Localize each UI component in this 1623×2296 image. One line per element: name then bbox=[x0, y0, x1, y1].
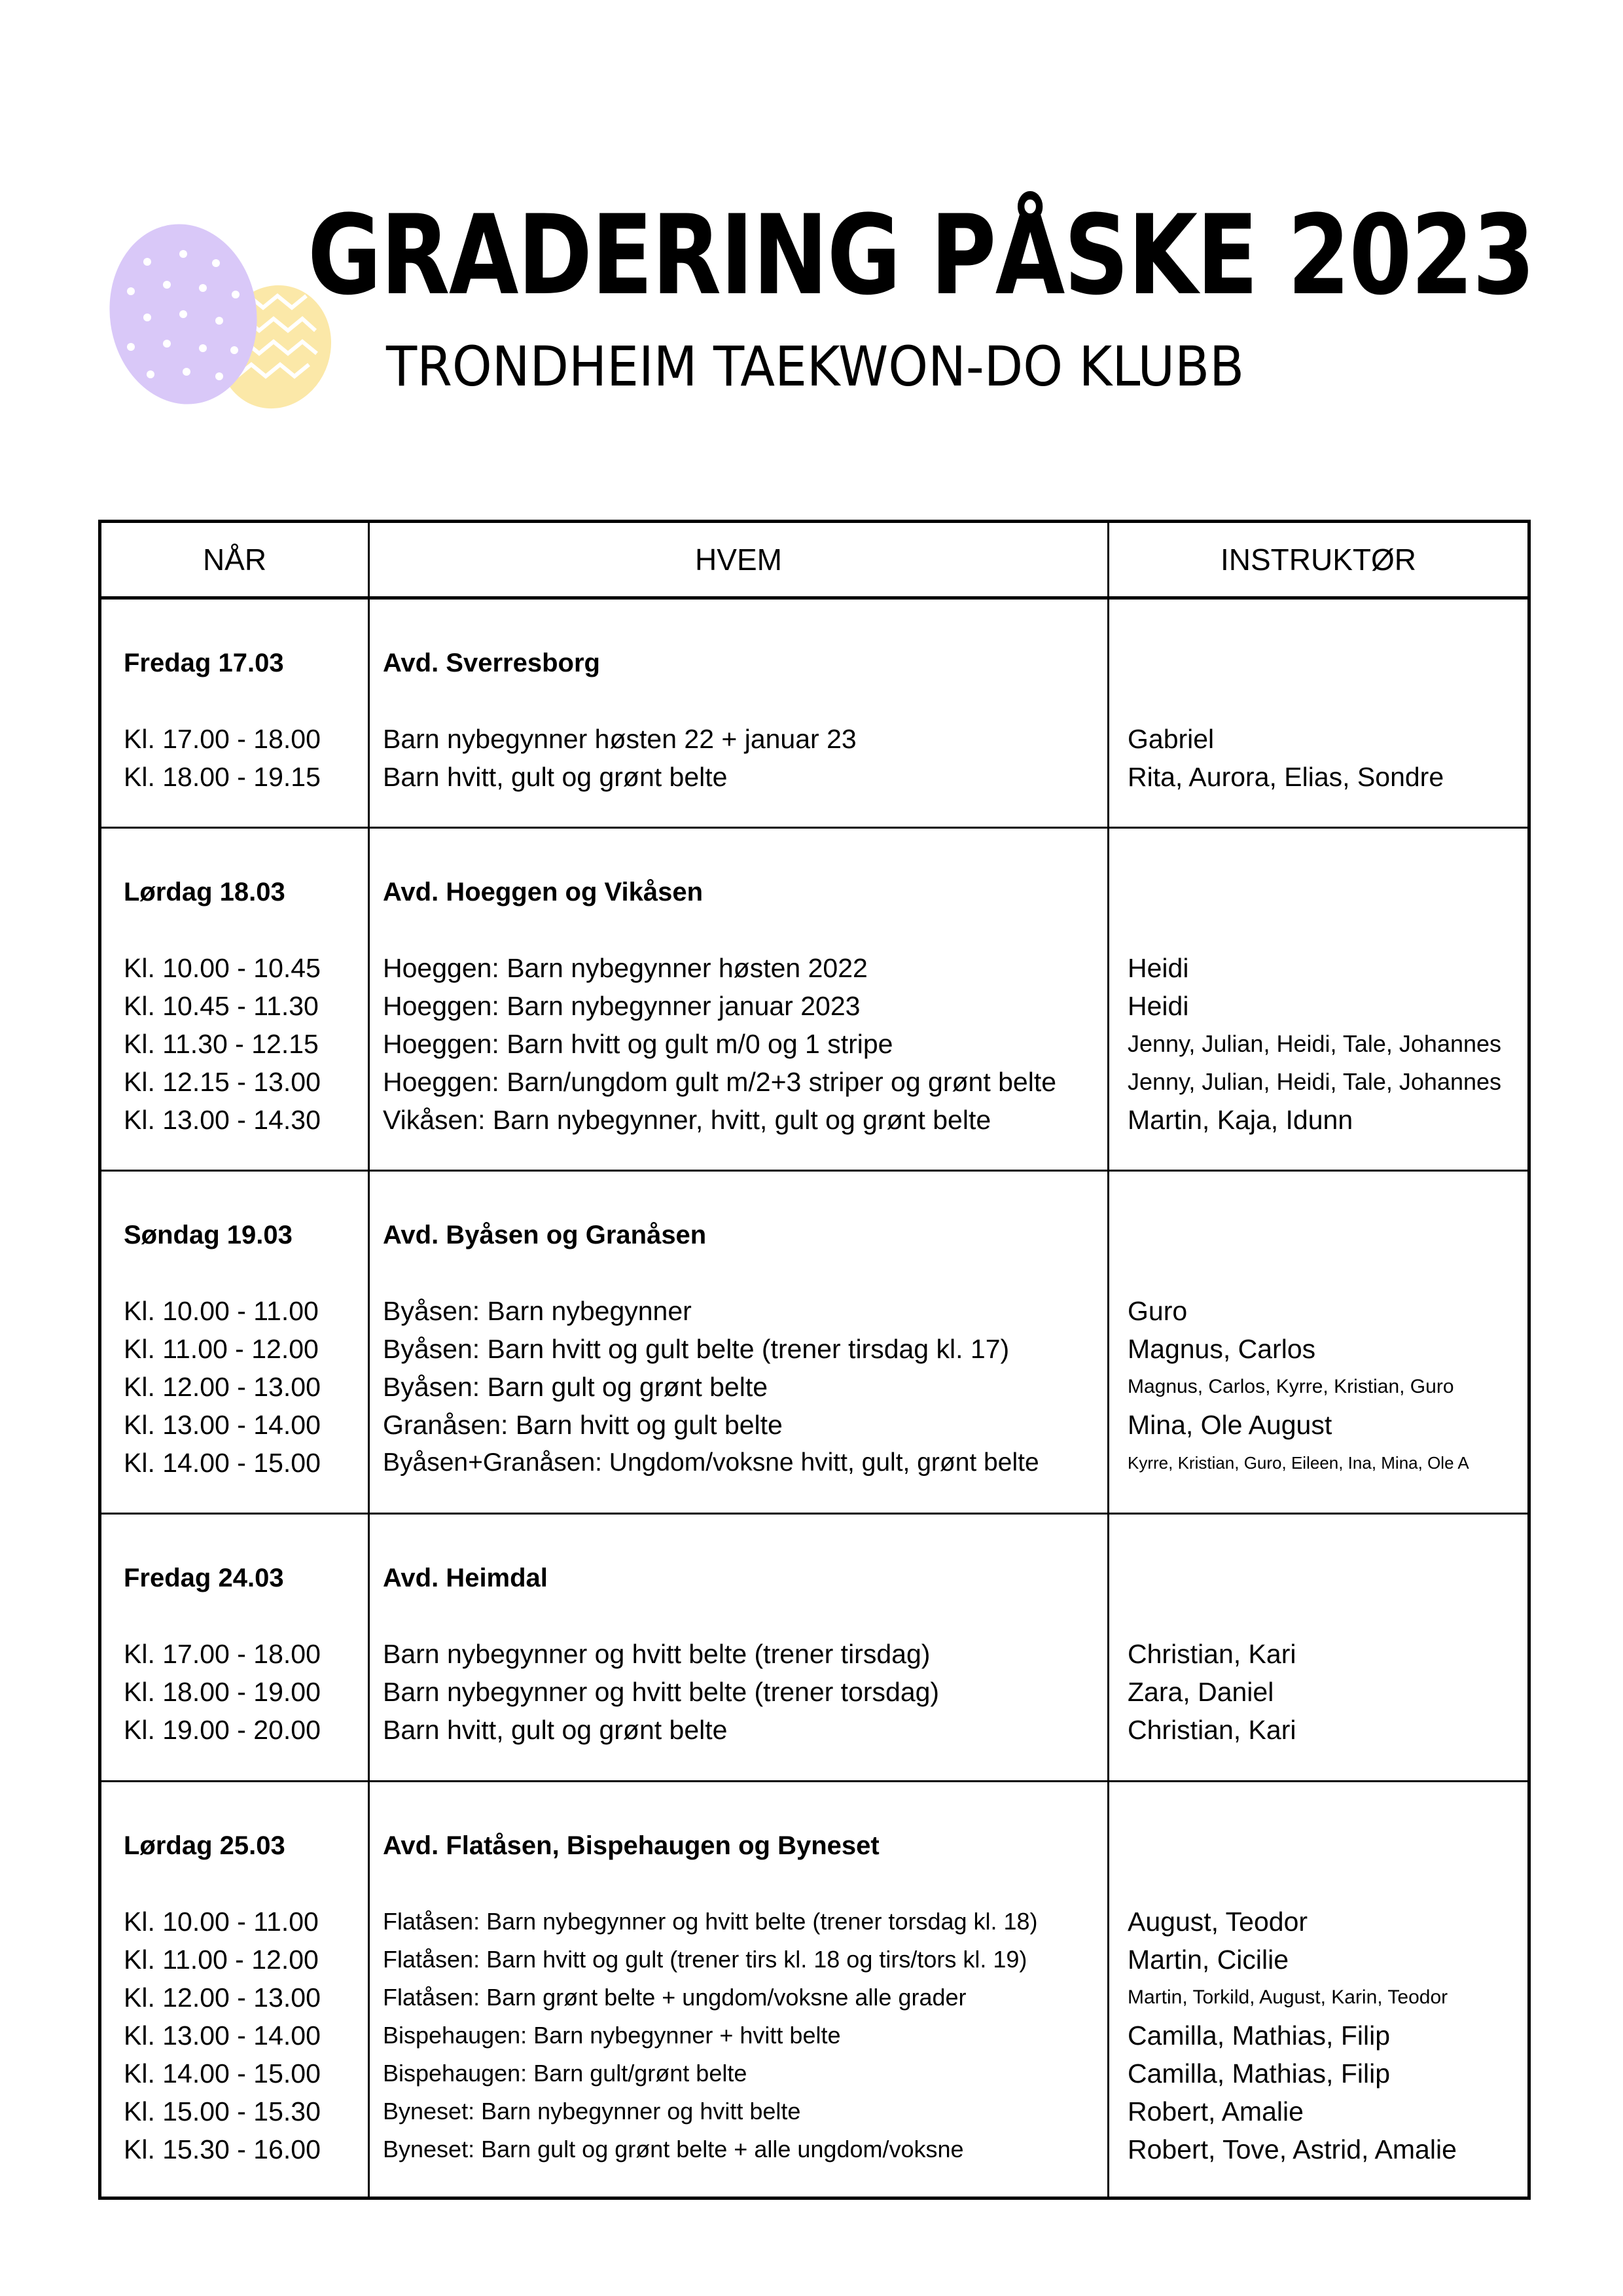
group-description: Barn hvitt, gult og grønt belte bbox=[383, 762, 728, 792]
when-cell bbox=[100, 1171, 369, 1514]
instructor-names: Martin, Torkild, August, Karin, Teodor bbox=[1128, 1986, 1448, 2008]
instructor-names: Magnus, Carlos, Kyrre, Kristian, Guro bbox=[1128, 1376, 1454, 1397]
section-location: Avd. Hoeggen og Vikåsen bbox=[383, 878, 704, 906]
instructor-names: Kyrre, Kristian, Guro, Eileen, Ina, Mina, Ole A bbox=[1128, 1453, 1469, 1473]
instructor-cell bbox=[1109, 1514, 1529, 1782]
time-slot: Kl. 15.00 - 15.30 bbox=[124, 2096, 321, 2126]
header-row bbox=[100, 522, 1529, 598]
instructor-names: Zara, Daniel bbox=[1128, 1677, 1274, 1707]
section-location: Avd. Flatåsen, Bispehaugen og Byneset bbox=[383, 1831, 880, 1860]
instructor-names: Gabriel bbox=[1128, 724, 1215, 754]
time-slot: Kl. 19.00 - 20.00 bbox=[124, 1715, 321, 1745]
time-slot: Kl. 11.00 - 12.00 bbox=[124, 1334, 319, 1364]
group-description: Barn nybegynner høsten 22 + januar 23 bbox=[383, 724, 857, 754]
time-slot: Kl. 12.00 - 13.00 bbox=[124, 1372, 321, 1402]
time-slot: Kl. 11.30 - 12.15 bbox=[124, 1029, 319, 1059]
time-slot: Kl. 18.00 - 19.00 bbox=[124, 1677, 321, 1707]
time-slot: Kl. 13.00 - 14.00 bbox=[124, 1410, 321, 1440]
instructor-names: Camilla, Mathias, Filip bbox=[1128, 2020, 1390, 2051]
instructor-names: Heidi bbox=[1128, 991, 1189, 1021]
club-subtitle: TRONDHEIM TAEKWON-DO KLUBB bbox=[386, 334, 1245, 399]
time-slot: Kl. 15.30 - 16.00 bbox=[124, 2134, 321, 2164]
time-slot: Kl. 13.00 - 14.00 bbox=[124, 2020, 321, 2051]
who-cell bbox=[369, 1514, 1109, 1782]
column-header-instructor: INSTRUKTØR bbox=[1109, 522, 1529, 598]
group-description: Byåsen: Barn nybegynner bbox=[383, 1296, 692, 1326]
group-description: Flatåsen: Barn grønt belte + ungdom/voksne alle grader bbox=[383, 1984, 967, 2011]
group-description: Bispehaugen: Barn nybegynner + hvitt belte bbox=[383, 2022, 841, 2049]
time-slot: Kl. 18.00 - 19.15 bbox=[124, 762, 321, 792]
group-description: Hoeggen: Barn hvitt og gult m/0 og 1 stripe bbox=[383, 1029, 893, 1059]
time-slot: Kl. 13.00 - 14.30 bbox=[124, 1105, 321, 1135]
who-cell bbox=[369, 1171, 1109, 1514]
instructor-names: Martin, Kaja, Idunn bbox=[1128, 1105, 1353, 1135]
when-cell bbox=[100, 1782, 369, 2198]
section-row-fredag-17 bbox=[100, 598, 1529, 828]
instructor-names: Heidi bbox=[1128, 953, 1189, 983]
instructor-names: Robert, Amalie bbox=[1128, 2096, 1304, 2126]
instructor-cell bbox=[1109, 598, 1529, 828]
instructor-names: Christian, Kari bbox=[1128, 1639, 1296, 1669]
section-day: Fredag 24.03 bbox=[124, 1564, 284, 1592]
group-description: Flatåsen: Barn hvitt og gult (trener tirs kl. 18 og tirs/tors kl. 19) bbox=[383, 1946, 1027, 1973]
time-slot: Kl. 12.15 - 13.00 bbox=[124, 1067, 321, 1097]
when-cell bbox=[100, 828, 369, 1171]
time-slot: Kl. 12.00 - 13.00 bbox=[124, 1982, 321, 2013]
section-location: Avd. Heimdal bbox=[383, 1564, 548, 1592]
section-day: Lørdag 25.03 bbox=[124, 1831, 285, 1860]
time-slot: Kl. 10.00 - 10.45 bbox=[124, 953, 321, 983]
group-description: Flatåsen: Barn nybegynner og hvitt belte (trener torsdag kl. 18) bbox=[383, 1908, 1038, 1935]
section-row-lordag-25 bbox=[100, 1782, 1529, 2198]
time-slot: Kl. 14.00 - 15.00 bbox=[124, 2058, 321, 2089]
group-description: Byåsen+Granåsen: Ungdom/voksne hvitt, gult, grønt belte bbox=[383, 1448, 1039, 1477]
group-description: Granåsen: Barn hvitt og gult belte bbox=[383, 1410, 783, 1440]
time-slot: Kl. 17.00 - 18.00 bbox=[124, 1639, 321, 1669]
time-slot: Kl. 14.00 - 15.00 bbox=[124, 1448, 321, 1478]
instructor-names: Mina, Ole August bbox=[1128, 1410, 1332, 1440]
instructor-cell bbox=[1109, 1782, 1529, 2198]
section-row-lordag-18 bbox=[100, 828, 1529, 1171]
section-location: Avd. Byåsen og Granåsen bbox=[383, 1221, 707, 1249]
column-header-when: NÅR bbox=[100, 522, 369, 598]
instructor-cell bbox=[1109, 1171, 1529, 1514]
time-slot: Kl. 11.00 - 12.00 bbox=[124, 1945, 319, 1975]
instructor-names: Robert, Tove, Astrid, Amalie bbox=[1128, 2134, 1457, 2164]
section-day: Lørdag 18.03 bbox=[124, 878, 285, 906]
group-description: Byåsen: Barn gult og grønt belte bbox=[383, 1372, 768, 1402]
who-cell bbox=[369, 1782, 1109, 2198]
group-description: Hoeggen: Barn nybegynner januar 2023 bbox=[383, 991, 861, 1021]
section-location: Avd. Sverresborg bbox=[383, 649, 600, 677]
group-description: Vikåsen: Barn nybegynner, hvitt, gult og grønt belte bbox=[383, 1105, 991, 1135]
column-header-who: HVEM bbox=[369, 522, 1109, 598]
instructor-names: Martin, Cicilie bbox=[1128, 1945, 1289, 1975]
time-slot: Kl. 10.00 - 11.00 bbox=[124, 1907, 319, 1937]
time-slot: Kl. 10.00 - 11.00 bbox=[124, 1296, 319, 1326]
who-cell bbox=[369, 598, 1109, 828]
group-description: Barn nybegynner og hvitt belte (trener tirsdag) bbox=[383, 1639, 931, 1669]
section-row-sondag-19 bbox=[100, 1171, 1529, 1514]
group-description: Byåsen: Barn hvitt og gult belte (trener tirsdag kl. 17) bbox=[383, 1334, 1010, 1364]
time-slot: Kl. 10.45 - 11.30 bbox=[124, 991, 319, 1021]
when-cell bbox=[100, 1514, 369, 1782]
section-row-fredag-24 bbox=[100, 1514, 1529, 1782]
group-description: Byneset: Barn gult og grønt belte + alle ungdom/voksne bbox=[383, 2136, 964, 2162]
group-description: Hoeggen: Barn/ungdom gult m/2+3 striper og grønt belte bbox=[383, 1067, 1057, 1097]
instructor-names: Magnus, Carlos bbox=[1128, 1334, 1316, 1364]
when-cell bbox=[100, 598, 369, 828]
group-description: Byneset: Barn nybegynner og hvitt belte bbox=[383, 2098, 801, 2125]
group-description: Hoeggen: Barn nybegynner høsten 2022 bbox=[383, 953, 868, 983]
instructor-names: Jenny, Julian, Heidi, Tale, Johannes bbox=[1128, 1030, 1502, 1057]
group-description: Bispehaugen: Barn gult/grønt belte bbox=[383, 2060, 747, 2087]
group-description: Barn nybegynner og hvitt belte (trener torsdag) bbox=[383, 1677, 940, 1707]
who-cell bbox=[369, 828, 1109, 1171]
section-day: Fredag 17.03 bbox=[124, 649, 284, 677]
section-day: Søndag 19.03 bbox=[124, 1221, 293, 1249]
page-title: GRADERING PÅSKE 2023 bbox=[308, 191, 1535, 319]
instructor-names: Christian, Kari bbox=[1128, 1715, 1296, 1745]
instructor-cell bbox=[1109, 828, 1529, 1171]
time-slot: Kl. 17.00 - 18.00 bbox=[124, 724, 321, 754]
instructor-names: Jenny, Julian, Heidi, Tale, Johannes bbox=[1128, 1068, 1502, 1095]
instructor-names: Guro bbox=[1128, 1296, 1188, 1326]
instructor-names: Camilla, Mathias, Filip bbox=[1128, 2058, 1390, 2089]
group-description: Barn hvitt, gult og grønt belte bbox=[383, 1715, 728, 1745]
instructor-names: August, Teodor bbox=[1128, 1907, 1308, 1937]
schedule-table bbox=[98, 520, 1531, 2200]
instructor-names: Rita, Aurora, Elias, Sondre bbox=[1128, 762, 1444, 792]
